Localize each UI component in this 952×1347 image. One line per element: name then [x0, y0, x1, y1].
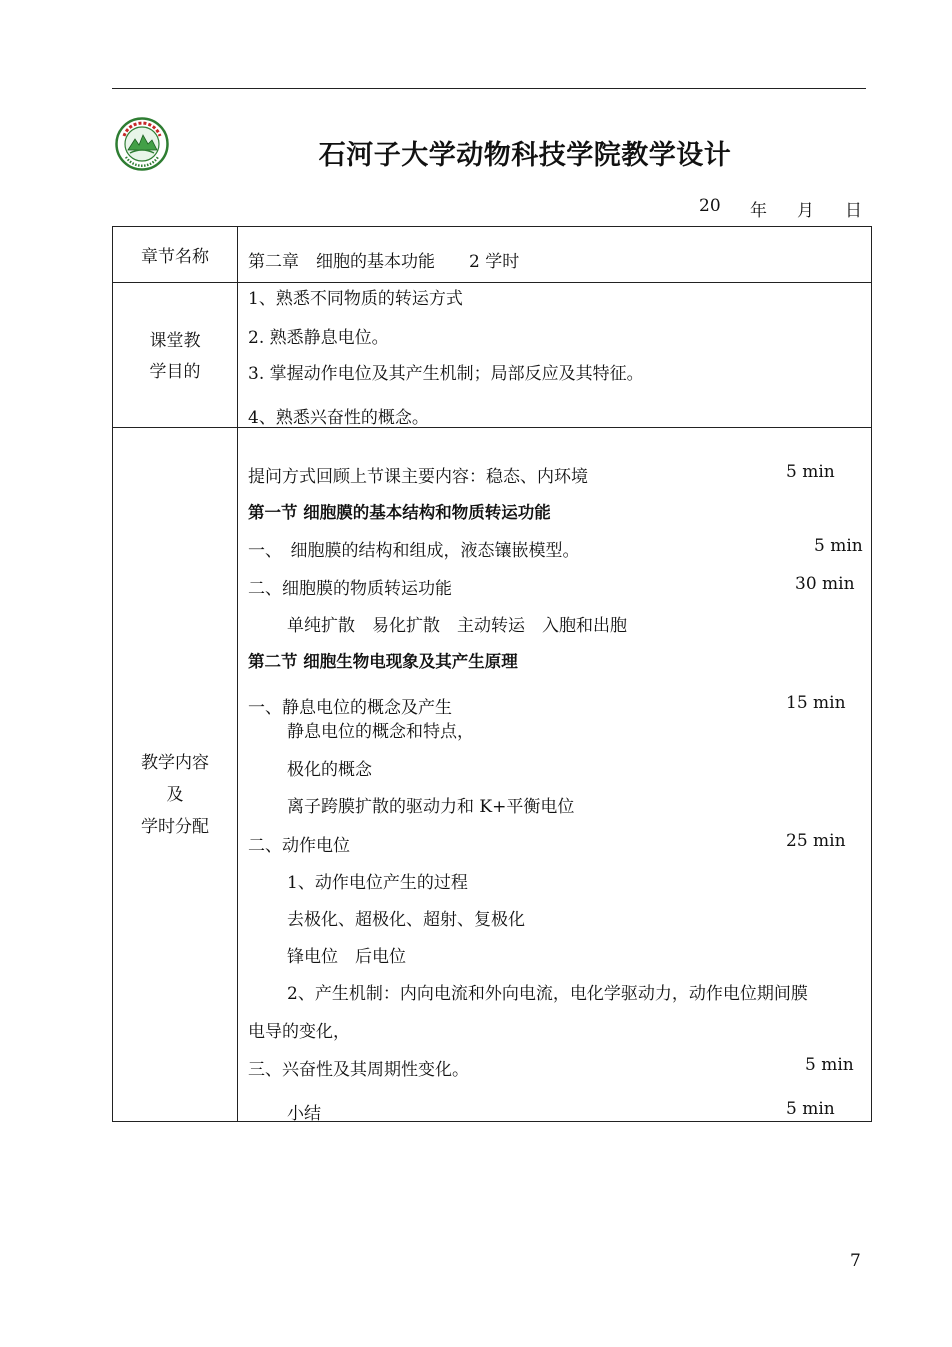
objective-item: 1、熟悉不同物质的转运方式	[248, 289, 463, 309]
row-divider	[113, 427, 871, 428]
section-2-item-1: 一、静息电位的概念及产生	[248, 698, 452, 718]
section-2-heading: 第二节 细胞生物电现象及其产生原理	[248, 652, 518, 671]
content-label-line1: 教学内容	[141, 753, 209, 773]
section-1-heading: 第一节 细胞膜的基本结构和物质转运功能	[248, 503, 551, 522]
date-month: 月	[797, 201, 814, 221]
section-2-item-1-sub: 极化的概念	[287, 760, 372, 780]
teaching-design-table	[112, 226, 872, 1122]
header-rule	[112, 88, 866, 89]
section-1-item-2-sub: 单纯扩散 易化扩散 主动转运 入胞和出胞	[287, 616, 627, 636]
section-1-item-1-time: 5 min	[814, 536, 863, 556]
page-title: 石河子大学动物科技学院教学设计	[318, 140, 732, 171]
date-day: 日	[845, 201, 862, 221]
section-2-item-2-time: 25 min	[786, 831, 846, 851]
objective-label-line2: 学目的	[149, 362, 201, 382]
column-divider	[237, 227, 238, 1121]
row-divider	[113, 282, 871, 283]
content-intro: 提问方式回顾上节课主要内容：稳态、内环境	[248, 467, 588, 487]
content-label-line2: 及	[166, 785, 184, 805]
section-2-item-2-mechanism-cont: 电导的变化，	[248, 1022, 350, 1042]
chapter-value: 第二章 细胞的基本功能 2 学时	[248, 252, 520, 272]
content-intro-time: 5 min	[786, 462, 835, 482]
summary-time: 5 min	[786, 1099, 835, 1119]
section-2-item-3: 三、兴奋性及其周期性变化。	[248, 1060, 469, 1080]
section-1-item-2-time: 30 min	[795, 574, 855, 594]
section-1-item-1: 一、 细胞膜的结构和组成，液态镶嵌模型。	[248, 541, 580, 561]
content-label-line3: 学时分配	[141, 817, 209, 837]
objective-label-line1: 课堂教	[149, 331, 201, 351]
section-2-item-2: 二、动作电位	[248, 836, 350, 856]
objective-item: 2. 熟悉静息电位。	[248, 328, 389, 348]
chapter-label: 章节名称	[141, 247, 209, 267]
date-year-prefix: 20	[699, 196, 721, 216]
objective-item: 3. 掌握动作电位及其产生机制；局部反应及其特征。	[248, 364, 644, 384]
section-2-item-1-sub: 离子跨膜扩散的驱动力和 K+平衡电位	[287, 797, 575, 817]
objective-item: 4、熟悉兴奋性的概念。	[248, 408, 429, 428]
section-2-item-1-time: 15 min	[786, 693, 846, 713]
section-2-item-3-time: 5 min	[805, 1055, 854, 1075]
section-2-item-2-mechanism: 2、产生机制：内向电流和外向电流，电化学驱动力，动作电位期间膜	[287, 984, 808, 1004]
date-year: 年	[750, 201, 767, 221]
section-2-item-1-sub: 静息电位的概念和特点，	[287, 722, 474, 742]
section-2-item-2-sub: 1、动作电位产生的过程	[287, 873, 468, 893]
section-2-item-2-sub: 去极化、超极化、超射、复极化	[287, 910, 525, 930]
summary: 小结	[287, 1104, 321, 1124]
page-number: 7	[850, 1251, 861, 1271]
section-2-item-2-sub: 锋电位 后电位	[287, 947, 406, 967]
section-1-item-2: 二、细胞膜的物质转运功能	[248, 579, 452, 599]
